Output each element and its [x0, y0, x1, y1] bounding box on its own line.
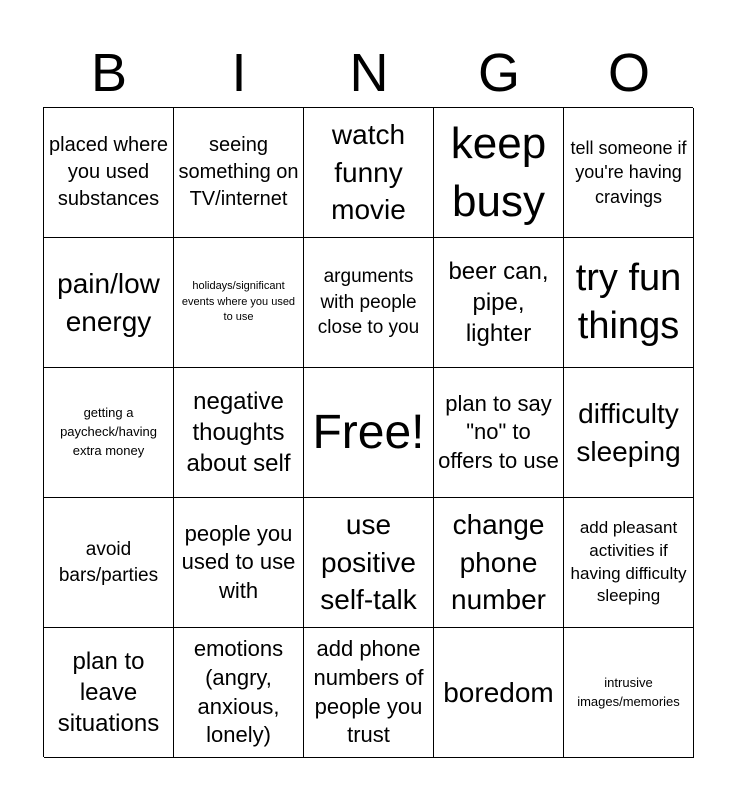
cell-text: getting a paycheck/having extra money — [60, 405, 157, 458]
bingo-cell[interactable] — [564, 628, 694, 758]
bingo-header — [44, 40, 694, 106]
cell-text: use positive self-talk — [320, 508, 417, 616]
cell-text: plan to say "no" to offers to use — [438, 390, 559, 473]
cell-text: beer can, pipe, lighter — [448, 257, 549, 348]
bingo-cell[interactable] — [174, 238, 304, 368]
cell-text: change phone number — [451, 508, 546, 616]
free-space-cell[interactable] — [304, 368, 434, 498]
bingo-cell[interactable] — [304, 628, 434, 758]
cell-text: add phone numbers of people you trust — [313, 636, 424, 748]
cell-text: add pleasant activities if having difficulty sleeping — [570, 517, 687, 606]
bingo-cell[interactable] — [434, 498, 564, 628]
cell-text: intrusive images/memories — [577, 674, 680, 709]
header-letter-g: G — [477, 43, 520, 103]
bingo-board — [43, 107, 693, 757]
cell-text: holidays/significant events where you used to use — [181, 279, 296, 324]
cell-text: boredom — [443, 676, 554, 708]
bingo-cell[interactable] — [304, 108, 434, 238]
cell-text: arguments with people close to you — [317, 266, 420, 339]
bingo-cell[interactable] — [174, 628, 304, 758]
cell-text: try fun things — [575, 257, 682, 347]
bingo-cell[interactable] — [44, 238, 174, 368]
cell-text: people you used to use with — [181, 520, 296, 603]
cell-text: placed where you used substances — [49, 134, 168, 210]
bingo-cell[interactable] — [44, 498, 174, 628]
cell-text: plan to leave situations — [57, 647, 160, 738]
bingo-cell[interactable] — [44, 628, 174, 758]
cell-text: pain/low energy — [57, 267, 160, 337]
bingo-cell[interactable] — [434, 628, 564, 758]
cell-text: negative thoughts about self — [186, 387, 291, 478]
bingo-cell[interactable] — [304, 498, 434, 628]
header-letter-b: B — [90, 43, 128, 103]
cell-text: seeing something on TV/internet — [178, 134, 299, 210]
cell-text: tell someone if you're having cravings — [570, 138, 687, 207]
bingo-cell[interactable] — [434, 108, 564, 238]
bingo-cell[interactable] — [174, 108, 304, 238]
header-letter-o: O — [607, 43, 650, 103]
bingo-cell[interactable] — [44, 368, 174, 498]
cell-text: watch funny movie — [331, 118, 406, 226]
bingo-cell[interactable] — [564, 498, 694, 628]
bingo-cell[interactable] — [304, 238, 434, 368]
header-letter-n: N — [349, 43, 389, 103]
cell-text: avoid bars/parties — [58, 538, 159, 586]
free-space-text: Free! — [312, 405, 425, 459]
bingo-cell[interactable] — [564, 238, 694, 368]
header-letter-i: I — [231, 43, 247, 103]
bingo-cell[interactable] — [434, 368, 564, 498]
bingo-cell[interactable] — [174, 368, 304, 498]
bingo-cell[interactable] — [564, 108, 694, 238]
cell-text: emotions (angry, anxious, lonely) — [193, 636, 284, 748]
bingo-cell[interactable] — [174, 498, 304, 628]
bingo-cell[interactable] — [564, 368, 694, 498]
bingo-cell[interactable] — [434, 238, 564, 368]
cell-text: keep busy — [450, 119, 547, 226]
cell-text: difficulty sleeping — [576, 397, 681, 467]
bingo-cell[interactable] — [44, 108, 174, 238]
